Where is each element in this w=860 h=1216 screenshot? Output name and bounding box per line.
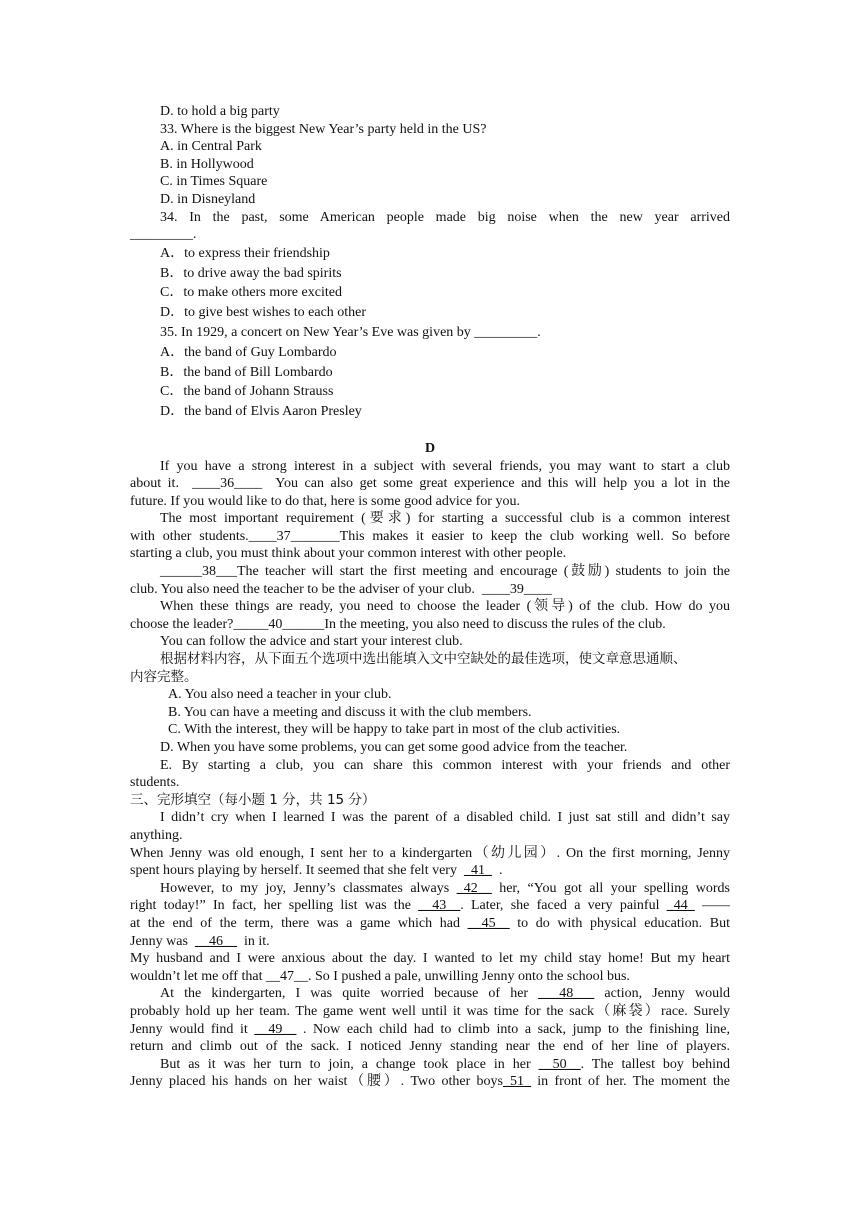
option-e-line2: students. (130, 775, 180, 791)
blank-50: __50__ (538, 1056, 581, 1072)
option-e-line1: E. By starting a club, you can share this common interest with your friends and other (160, 757, 730, 773)
blank-47: __47__ (265, 968, 308, 984)
q35-option-c: C．the band of Johann Strauss (160, 384, 334, 400)
q32-option-d: D. to hold a big party (160, 104, 280, 119)
q34-option-b: B．to drive away the bad spirits (160, 265, 342, 281)
q34-stem-blank: _________. (130, 227, 197, 243)
cloze-line3: When Jenny was old enough, I sent her to a kindergarten（幼儿园）. On the first morning, Jenny (130, 845, 730, 861)
blank-44: _44_ (666, 898, 695, 914)
q34-stem: 34. In the past, some American people made big noise when the new year arrived (160, 209, 730, 225)
q35-option-b: B．the band of Bill Lombardo (160, 364, 333, 380)
instruction-line2: 内容完整。 (130, 668, 198, 685)
cloze-title: 三、完形填空（每小题 1 分，共 15 分） (130, 791, 376, 808)
q35-option-d: D．the band of Elvis Aaron Presley (160, 404, 362, 420)
option-d: D. When you have some problems, you can get some good advice from the teacher. (160, 740, 628, 756)
para1-line1: If you have a strong interest in a subject with several friends, you may want to start a club (160, 458, 730, 474)
cloze-line12: probably hold up her team. The game went well until it was time for the sack（麻袋）race. Surely (130, 1003, 730, 1019)
para1-line2: about it. ____36____ You can also get some great experience and this will help you a lot in the (130, 476, 730, 492)
blank-40: _____40______ (233, 616, 325, 632)
blank-38: ______38___ (160, 564, 237, 580)
q34-option-a: A．to express their friendship (160, 245, 330, 261)
cloze-line5: However, to my joy, Jenny’s classmates always _42__ her, “You got all your spelling words (160, 880, 731, 896)
cloze-line6: right today!” In fact, her spelling list was the __43__. Later, she faced a very painful _44_ —— (130, 898, 731, 914)
para4-line2: choose the leader?_____40______In the meeting, you also need to discuss the rules of the club. (130, 616, 666, 632)
q34-option-d: D．to give best wishes to each other (160, 305, 367, 321)
cloze-line14: return and climb out of the sack. I noticed Jenny standing near the end of her line of players. (130, 1039, 730, 1055)
cloze-line10: wouldn’t let me off that __47__. So I pushed a pale, unwilling Jenny onto the school bus. (130, 968, 630, 984)
para2-line1: The most important requirement (要求) for starting a successful club is a common interest (160, 511, 730, 527)
document-page (130, 103, 730, 1091)
para2-line2: with other students.____37_______This makes it easier to keep the club working well. So before (130, 528, 731, 544)
q33-option-a: A. in Central Park (160, 139, 262, 155)
option-b: B. You can have a meeting and discuss it with the club members. (168, 704, 532, 720)
cloze-line13: Jenny would find it __49__ . Now each child had to climb into a sack, jump to the finishing line, (130, 1021, 731, 1037)
q33-stem: 33. Where is the biggest New Year’s party held in the US? (160, 121, 487, 137)
q33-option-b: B. in Hollywood (160, 156, 254, 172)
cloze-line4: spent hours playing by herself. It seemed that she felt very _41_ . (130, 863, 503, 879)
q34-option-c: C．to make others more excited (160, 285, 342, 301)
para1-line3: future. If you would like to do that, here is some good advice for you. (130, 493, 520, 509)
para5: You can follow the advice and start your interest club. (160, 634, 463, 650)
blank-41: _41_ (463, 863, 492, 879)
cloze-line11: At the kindergarten, I was quite worried because of her ___48___ action, Jenny would (160, 986, 731, 1002)
para3-line2: club. You also need the teacher to be the adviser of your club. ____39____ (130, 581, 552, 597)
option-a: A. You also need a teacher in your club. (168, 687, 392, 703)
q35-stem: 35. In 1929, a concert on New Year’s Eve was given by _________. (160, 324, 541, 340)
section-d-heading: D (424, 440, 436, 456)
para2-line3: starting a club, you must think about your common interest with other people. (130, 546, 567, 562)
cloze-line15: But as it was her turn to join, a change took place in her __50__. The tallest boy behind (160, 1056, 730, 1072)
cloze-line16: Jenny placed his hands on her waist（腰）. Two other boys_51_ in front of her. The moment the (130, 1074, 730, 1090)
blank-51: _51_ (502, 1074, 531, 1090)
cloze-line7: at the end of the term, there was a game which had __45__ to do with physical education. But (130, 915, 731, 931)
cloze-line1: I didn’t cry when I learned I was the parent of a disabled child. I just sat still and didn’t say (160, 810, 730, 826)
blank-48: ___48___ (538, 986, 595, 1002)
q33-option-c: C. in Times Square (160, 174, 268, 190)
para3-line1: ______38___The teacher will start the first meeting and encourage (鼓励) students to join the (160, 564, 730, 580)
cloze-line8: Jenny was __46__ in it. (130, 933, 270, 949)
blank-49: __49__ (254, 1021, 297, 1037)
option-c: C. With the interest, they will be happy to take part in most of the club activities. (168, 722, 621, 738)
blank-46: __46__ (194, 933, 237, 949)
cloze-line2: anything. (130, 827, 183, 843)
q35-option-a: A．the band of Guy Lombardo (160, 344, 337, 360)
blank-43: __43__ (418, 898, 461, 914)
blank-37: ____37_______ (248, 528, 340, 544)
blank-36: ____36____ (192, 476, 263, 492)
blank-39: ____39____ (481, 581, 552, 597)
para4-line1: When these things are ready, you need to choose the leader (领导) of the club. How do you (160, 599, 730, 615)
cloze-line9: My husband and I were anxious about the day. I wanted to let my child stay home! But my heart (130, 951, 730, 967)
instruction-line1: 根据材料内容，从下面五个选项中选出能填入文中空缺处的最佳选项，使文章意思通顺、 (160, 651, 687, 668)
blank-42: _42__ (456, 880, 492, 896)
blank-45: __45__ (467, 915, 510, 931)
q33-option-d: D. in Disneyland (160, 191, 256, 207)
